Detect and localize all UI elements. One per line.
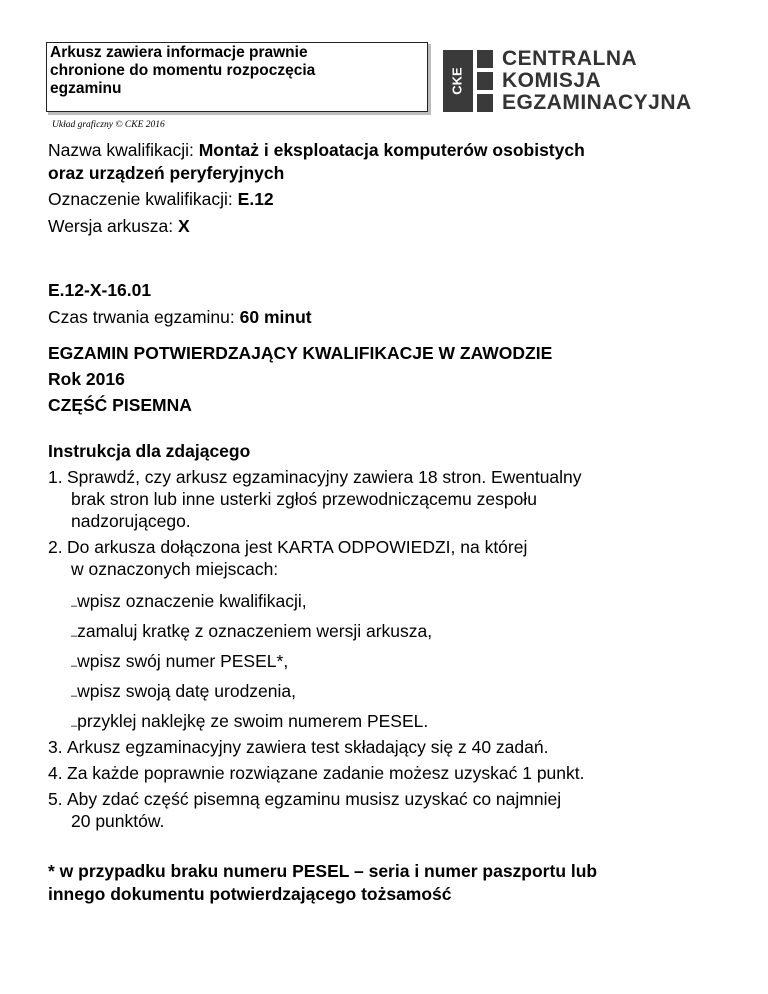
instruction-line: w oznaczonych miejscach:: [71, 559, 279, 579]
qualification-name-value: Montaż i eksploatacja komputerów osobistych: [198, 140, 585, 160]
subitem: [71, 680, 296, 707]
dash-marker: –: [71, 660, 78, 672]
instruction-line: Arkusz egzaminacyjny zawiera test składający się z 40 zadań.: [67, 737, 549, 757]
instruction-line: Za każde poprawnie rozwiązane zadanie możesz uzyskać 1 punkt.: [67, 763, 585, 783]
exam-part: CZĘŚĆ PISEMNA: [48, 395, 192, 415]
dash-marker: –: [71, 630, 78, 642]
footnote-line: * w przypadku braku numeru PESEL – seria i numer paszportu lub: [48, 861, 598, 881]
logo-line: CENTRALNA: [502, 47, 638, 70]
notice-line: egzaminu: [50, 80, 122, 97]
instructions-heading: Instrukcja dla zdającego: [48, 441, 251, 461]
instruction-line: Aby zdać część pisemną egzaminu musisz uzyskać co najmniej: [67, 789, 562, 809]
qualification-code: [48, 188, 274, 210]
subitem-text: wpisz swój numer PESEL*,: [77, 651, 289, 671]
exam-duration-value: 60 minut: [239, 307, 312, 327]
sheet-version: [48, 215, 190, 237]
cke-logo-mark: [443, 50, 493, 112]
footnote-line: innego dokumentu potwierdzającego tożsamość: [48, 884, 452, 904]
qualification-code-label: Oznaczenie kwalifikacji:: [48, 189, 238, 209]
qualification-name-label: Nazwa kwalifikacji:: [48, 140, 199, 160]
qualification-name: [48, 139, 585, 161]
dash-marker: –: [71, 600, 78, 612]
subitem: [71, 650, 288, 677]
notice-line: Arkusz zawiera informacje prawnie: [50, 44, 308, 61]
qualification-code-value: E.12: [237, 189, 274, 209]
instruction-line: nadzorującego.: [71, 511, 191, 531]
subitem: [71, 590, 307, 617]
subitem-text: wpisz oznaczenie kwalifikacji,: [77, 591, 307, 611]
notice-box-shadow-bottom: [48, 112, 431, 115]
sheet-version-value: X: [178, 216, 190, 236]
subitem-text: przyklej naklejkę ze swoim numerem PESEL.: [77, 711, 429, 731]
layout-credit: Układ graficzny © CKE 2016: [52, 120, 165, 130]
instruction-number: 3.: [48, 737, 63, 757]
instruction-line: 20 punktów.: [71, 811, 165, 831]
instruction-number: 5.: [48, 789, 63, 809]
exam-duration-label: Czas trwania egzaminu:: [48, 307, 240, 327]
logo-line: EGZAMINACYJNA: [502, 91, 692, 114]
sheet-version-label: Wersja arkusza:: [48, 216, 178, 236]
confidentiality-notice: [50, 44, 420, 98]
exam-duration: [48, 306, 312, 328]
dash-marker: –: [71, 690, 78, 702]
qualification-name-cont: oraz urządzeń peryferyjnych: [48, 163, 285, 183]
instruction-line: Sprawdź, czy arkusz egzaminacyjny zawiera 18 stron. Ewentualny: [67, 467, 582, 487]
notice-box-shadow: [428, 44, 431, 114]
instruction-number: 2.: [48, 537, 63, 557]
dash-marker: –: [71, 720, 78, 732]
subitem-text: wpisz swoją datę urodzenia,: [77, 681, 296, 701]
logo-line: KOMISJA: [502, 69, 602, 92]
logo-mark-text: CKE: [449, 67, 465, 95]
exam-title: EGZAMIN POTWIERDZAJĄCY KWALIFIKACJE W ZAWODZIE: [48, 343, 553, 363]
instruction-line: Do arkusza dołączona jest KARTA ODPOWIEDZI, na której: [67, 537, 528, 557]
sheet-code: E.12-X-16.01: [48, 280, 152, 300]
cke-logo-text: [502, 48, 692, 114]
instruction-number: 1.: [48, 467, 63, 487]
notice-line: chronione do momentu rozpoczęcia: [50, 62, 316, 79]
instruction-number: 4.: [48, 763, 63, 783]
subitem: [71, 710, 428, 737]
subitem-text: zamaluj kratkę z oznaczeniem wersji arkusza,: [77, 621, 433, 641]
instruction-line: brak stron lub inne usterki zgłoś przewodniczącemu zespołu: [71, 489, 537, 509]
exam-year: Rok 2016: [48, 369, 125, 389]
subitem: [71, 620, 432, 647]
